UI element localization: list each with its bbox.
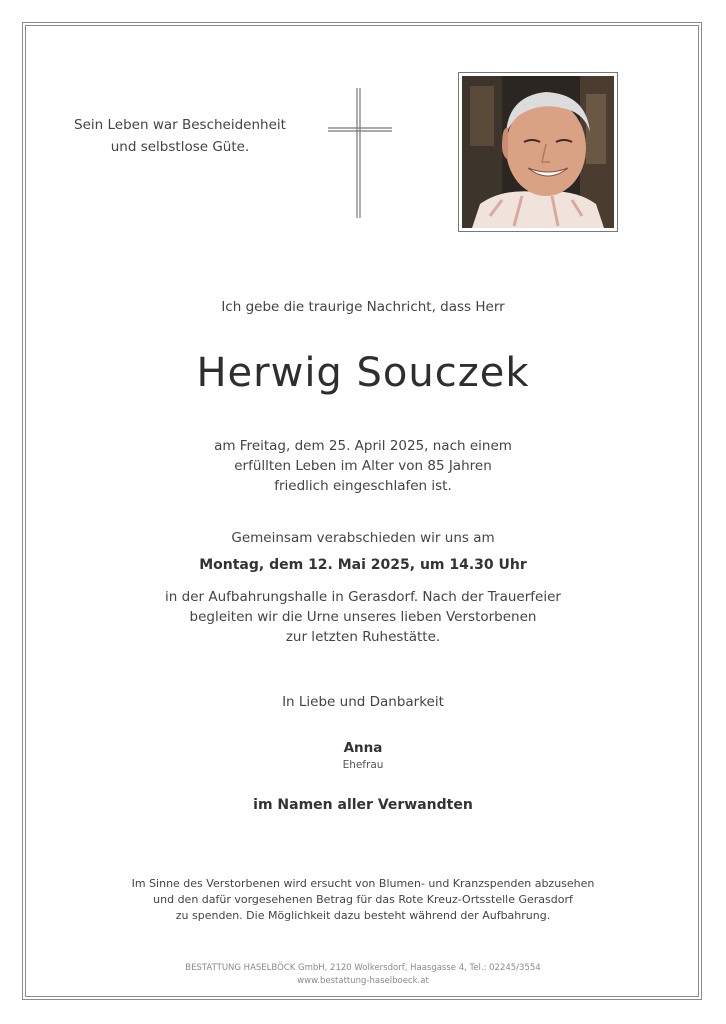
death-notice-line-1: am Freitag, dem 25. April 2025, nach einem: [214, 438, 512, 454]
portrait-image: [462, 76, 614, 228]
ceremony-place-line-1: in der Aufbahrungshalle in Gerasdorf. Nach der Trauerfeier: [165, 589, 561, 605]
closing-phrase: In Liebe und Danbarkeit: [282, 694, 444, 710]
ceremony-place-line-2: begleiten wir die Urne unseres lieben Verstorbenen: [189, 609, 537, 625]
cross-icon: [326, 86, 394, 220]
ceremony-place-line-3: zur letzten Ruhestätte.: [285, 629, 441, 645]
motto: [60, 114, 300, 158]
death-notice: [0, 436, 726, 496]
motto-line-1: Sein Leben war Bescheidenheit: [74, 117, 286, 133]
mourner-role: Ehefrau: [342, 759, 384, 771]
farewell-intro: Gemeinsam verabschieden wir uns am: [231, 530, 495, 546]
footer-website: www.bestattung-haselboeck.at: [297, 976, 429, 986]
death-notice-line-2: erfüllten Leben im Alter von 85 Jahren: [234, 458, 492, 474]
motto-line-2: und selbstlose Güte.: [110, 139, 250, 155]
death-notice-line-3: friedlich eingeschlafen ist.: [274, 478, 452, 494]
footer: [0, 962, 726, 988]
donation-request-line-2: und den dafür vorgesehenen Betrag für das Rote Kreuz-Ortsstelle Gerasdorf: [153, 893, 573, 906]
portrait-photo: [458, 72, 618, 232]
donation-request: [0, 876, 726, 924]
donation-request-line-3: zu spenden. Die Möglichkeit dazu besteht während der Aufbahrung.: [175, 909, 551, 922]
mourner-name: Anna: [343, 740, 383, 756]
ceremony-place: [0, 587, 726, 647]
deceased-name: Herwig Souczek: [196, 350, 530, 396]
footer-company: BESTATTUNG HASELBÖCK GmbH, 2120 Wolkersdorf, Haasgasse 4, Tel.: 02245/3554: [185, 963, 541, 973]
donation-request-line-1: Im Sinne des Verstorbenen wird ersucht von Blumen- und Kranzspenden abzusehen: [131, 877, 595, 890]
relatives-line: im Namen aller Verwandten: [253, 797, 473, 813]
intro-text: Ich gebe die traurige Nachricht, dass Herr: [221, 299, 505, 315]
ceremony-date: Montag, dem 12. Mai 2025, um 14.30 Uhr: [199, 557, 527, 573]
